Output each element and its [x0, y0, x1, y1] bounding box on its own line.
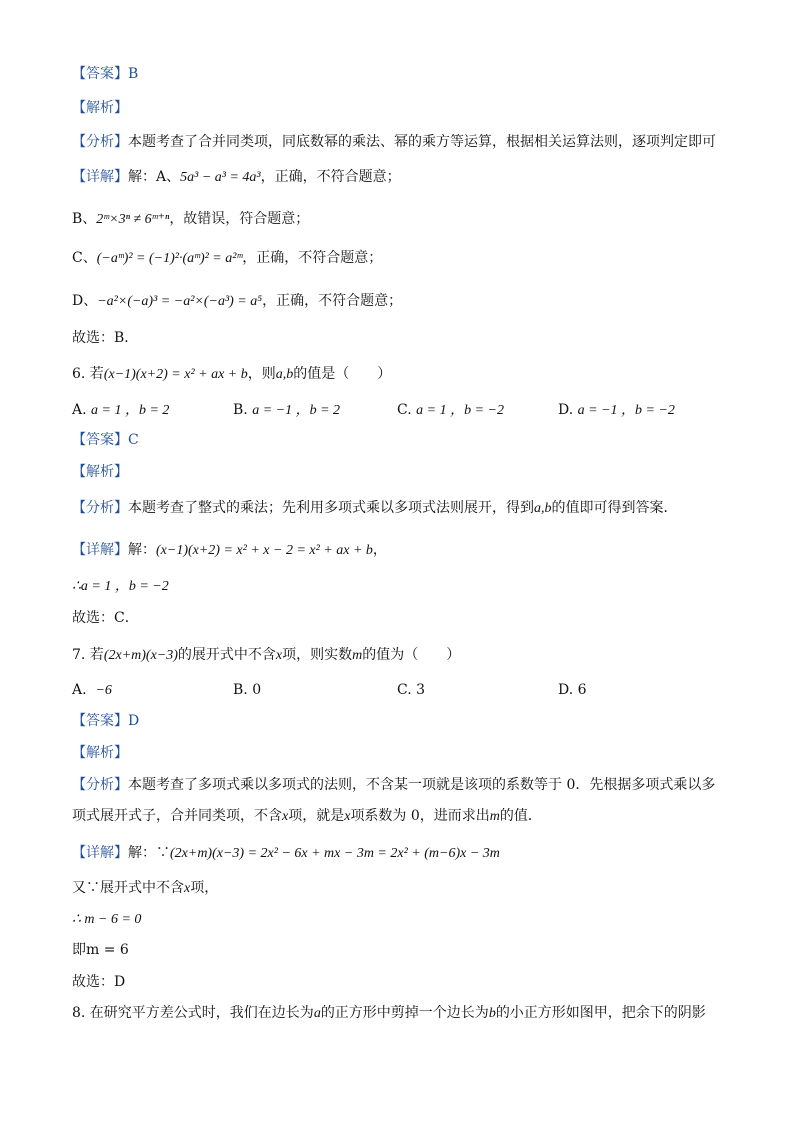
ji-7: 即m = 6	[72, 942, 129, 958]
xiangjie-line-7: 【详解】解：∵(2x+m)(x−3) = 2x² − 6x + mx − 3m = 2x² + (m−6)x − 3m	[72, 845, 500, 861]
analysis-title-6: 【解析】	[72, 464, 128, 480]
q6-option-d: D. a = −1 ，b = −2	[558, 402, 675, 418]
math-expr: 5a³ − a³ = 4a³	[180, 170, 261, 185]
line-5c: C、(−aᵐ)² = (−1)²·(aᵐ)² = a²ᵐ，正确，不符合题意；	[72, 250, 383, 266]
question-6-stem: 6. 若(x−1)(x+2) = x² + ax + b，则a,b的值是（ ）	[72, 366, 392, 382]
choose-6: 故选：C．	[72, 610, 139, 626]
again-7: 又∵展开式中不含x项，	[72, 880, 219, 896]
answer-line-6: 【答案】C	[72, 432, 139, 448]
question-7-stem: 7. 若(2x+m)(x−3)的展开式中不含x项，则实数m的值为（ ）	[72, 647, 461, 663]
choose-5: 故选：B．	[72, 330, 139, 346]
q6-option-c: C. a = 1 ，b = −2	[397, 402, 504, 418]
math-expr: (−aᵐ)² = (−1)²·(aᵐ)² = a²ᵐ	[96, 251, 243, 266]
fenxi-line-6: 【分析】本题考查了整式的乘法；先利用多项式乘以多项式法则展开，得到a,b的值即可得到答案．	[72, 500, 678, 516]
therefore-7: ∴ m − 6 = 0	[72, 912, 142, 927]
answer-line-7: 【答案】D	[72, 713, 140, 729]
line-5b: B、2ᵐ×3ⁿ ≠ 6ᵐ⁺ⁿ，故错误，符合题意；	[72, 211, 310, 227]
math-expr: (x−1)(x+2) = x² + x − 2 = x² + ax + b	[156, 543, 373, 558]
math-expr: (2x+m)(x−3) = 2x² − 6x + mx − 3m = 2x² + (m−6)x − 3m	[170, 846, 500, 861]
answer-line-5	[72, 64, 138, 84]
answer-label: 【答案】B	[72, 66, 139, 82]
fenxi-line-5: 【分析】本题考查了合并同类项，同底数幂的乘法、幂的乘方等运算，根据相关运算法则，逐项判定即可	[72, 134, 716, 150]
choose-7: 故选：D	[72, 974, 126, 990]
math-expr: (x−1)(x+2) = x² + ax + b	[103, 367, 248, 382]
q7-option-c: C. 3	[397, 682, 426, 698]
q7-option-a: A. −6	[72, 682, 112, 698]
xiangjie-line-5a: 【详解】解：A、5a³ − a³ = 4a³，正确，不符合题意；	[72, 169, 401, 185]
q6-option-a: A. a = 1 ，b = 2	[72, 402, 170, 418]
xiangjie-line-6: 【详解】解：(x−1)(x+2) = x² + x − 2 = x² + ax + b，	[72, 542, 387, 558]
math-expr: 2ᵐ×3ⁿ ≠ 6ᵐ⁺ⁿ	[96, 212, 170, 227]
question-8-stem: 8. 在研究平方差公式时，我们在边长为a的正方形中剪掉一个边长为b的小正方形如图甲，把余下的阴影	[72, 1005, 706, 1021]
math-expr: −a²×(−a)³ = −a²×(−a³) = a⁵	[97, 294, 263, 309]
line-5d: D、−a²×(−a)³ = −a²×(−a³) = a⁵，正确，不符合题意；	[72, 293, 403, 309]
math-expr: (2x+m)(x−3)	[103, 648, 178, 663]
q6-option-b: B. a = −1 ，b = 2	[233, 402, 341, 418]
analysis-title-5: 【解析】	[72, 100, 128, 116]
q7-option-d: D. 6	[558, 682, 587, 698]
therefore-6: ∴a = 1 ，b = −2	[72, 579, 169, 594]
fenxi-line-7a: 【分析】本题考查了多项式乘以多项式的法则，不含某一项就是该项的系数等于 0．先根据多项式乘以多	[72, 777, 716, 793]
analysis-title-7: 【解析】	[72, 745, 128, 761]
fenxi-line-7b: 项式展开式子，合并同类项，不含x项，就是x项系数为 0，进而求出m的值．	[72, 808, 542, 824]
q7-option-b: B. 0	[233, 682, 262, 698]
